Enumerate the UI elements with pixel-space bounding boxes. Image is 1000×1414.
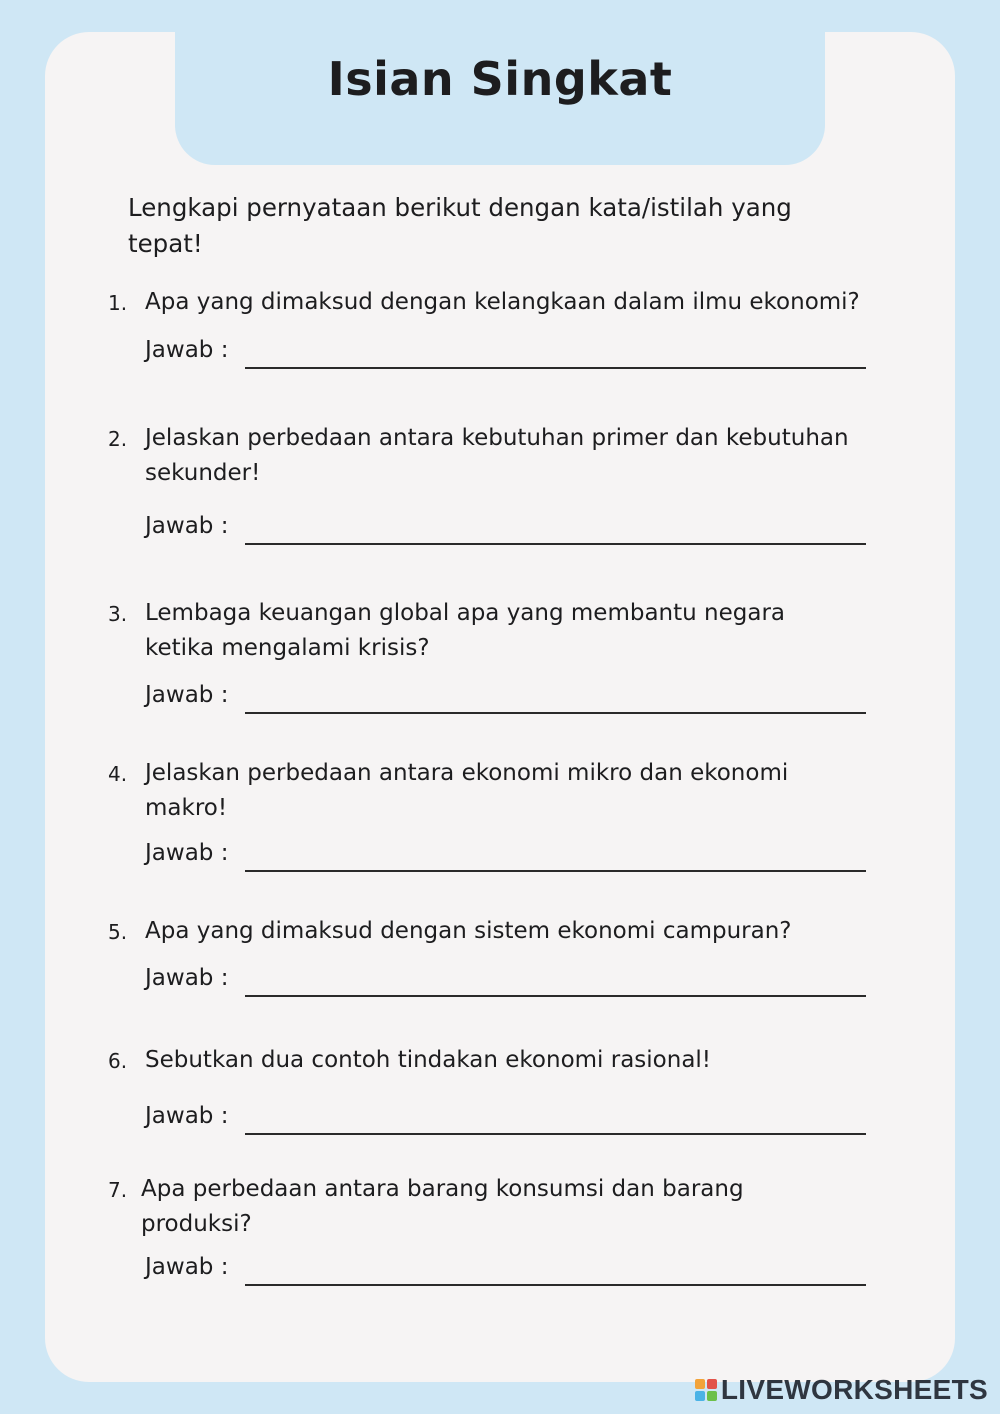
question-text: Apa yang dimaksud dengan sistem ekonomi campuran? (145, 918, 792, 944)
answer-label: Jawab : (145, 1103, 229, 1129)
answer-field-1[interactable] (145, 334, 870, 374)
answer-label: Jawab : (145, 840, 229, 866)
question-text: Apa yang dimaksud dengan kelangkaan dalam ilmu ekonomi? (145, 289, 860, 315)
answer-line[interactable] (245, 367, 866, 369)
answer-line[interactable] (245, 870, 866, 872)
instruction-text: Lengkapi pernyataan berikut dengan kata/istilah yang tepat! (128, 193, 792, 258)
answer-line[interactable] (245, 1133, 866, 1135)
answer-field-3[interactable] (145, 679, 870, 719)
question-number: 7. (108, 1178, 128, 1202)
question-text: Jelaskan perbedaan antara kebutuhan primer dan kebutuhan sekunder! (145, 425, 849, 486)
answer-line[interactable] (245, 543, 866, 545)
answer-label: Jawab : (145, 1254, 229, 1280)
brand-text: LIVEWORKSHEETS (720, 1374, 988, 1405)
question-number: 3. (108, 602, 128, 626)
answer-line[interactable] (245, 995, 866, 997)
answer-label: Jawab : (145, 513, 229, 539)
liveworksheets-brand (695, 1374, 988, 1406)
answer-label: Jawab : (145, 337, 229, 363)
answer-field-7[interactable] (145, 1251, 870, 1291)
answer-field-4[interactable] (145, 837, 870, 877)
answer-field-6[interactable] (145, 1100, 870, 1140)
question-number: 5. (108, 920, 128, 944)
answer-line[interactable] (245, 1284, 866, 1286)
question-number: 6. (108, 1049, 128, 1073)
liveworksheets-logo-icon (695, 1379, 717, 1401)
question-number: 2. (108, 427, 128, 451)
answer-label: Jawab : (145, 682, 229, 708)
answer-line[interactable] (245, 712, 866, 714)
question-text: Lembaga keuangan global apa yang membantu negara ketika mengalami krisis? (145, 600, 786, 661)
answer-field-5[interactable] (145, 962, 870, 1002)
question-text: Sebutkan dua contoh tindakan ekonomi rasional! (145, 1047, 712, 1073)
question-number: 1. (108, 291, 128, 315)
answer-field-2[interactable] (145, 510, 870, 550)
question-text: Apa perbedaan antara barang konsumsi dan barang produksi? (141, 1176, 744, 1237)
question-text: Jelaskan perbedaan antara ekonomi mikro dan ekonomi makro! (145, 760, 789, 821)
answer-label: Jawab : (145, 965, 229, 991)
page-title: Isian Singkat (327, 52, 673, 106)
question-number: 4. (108, 762, 128, 786)
